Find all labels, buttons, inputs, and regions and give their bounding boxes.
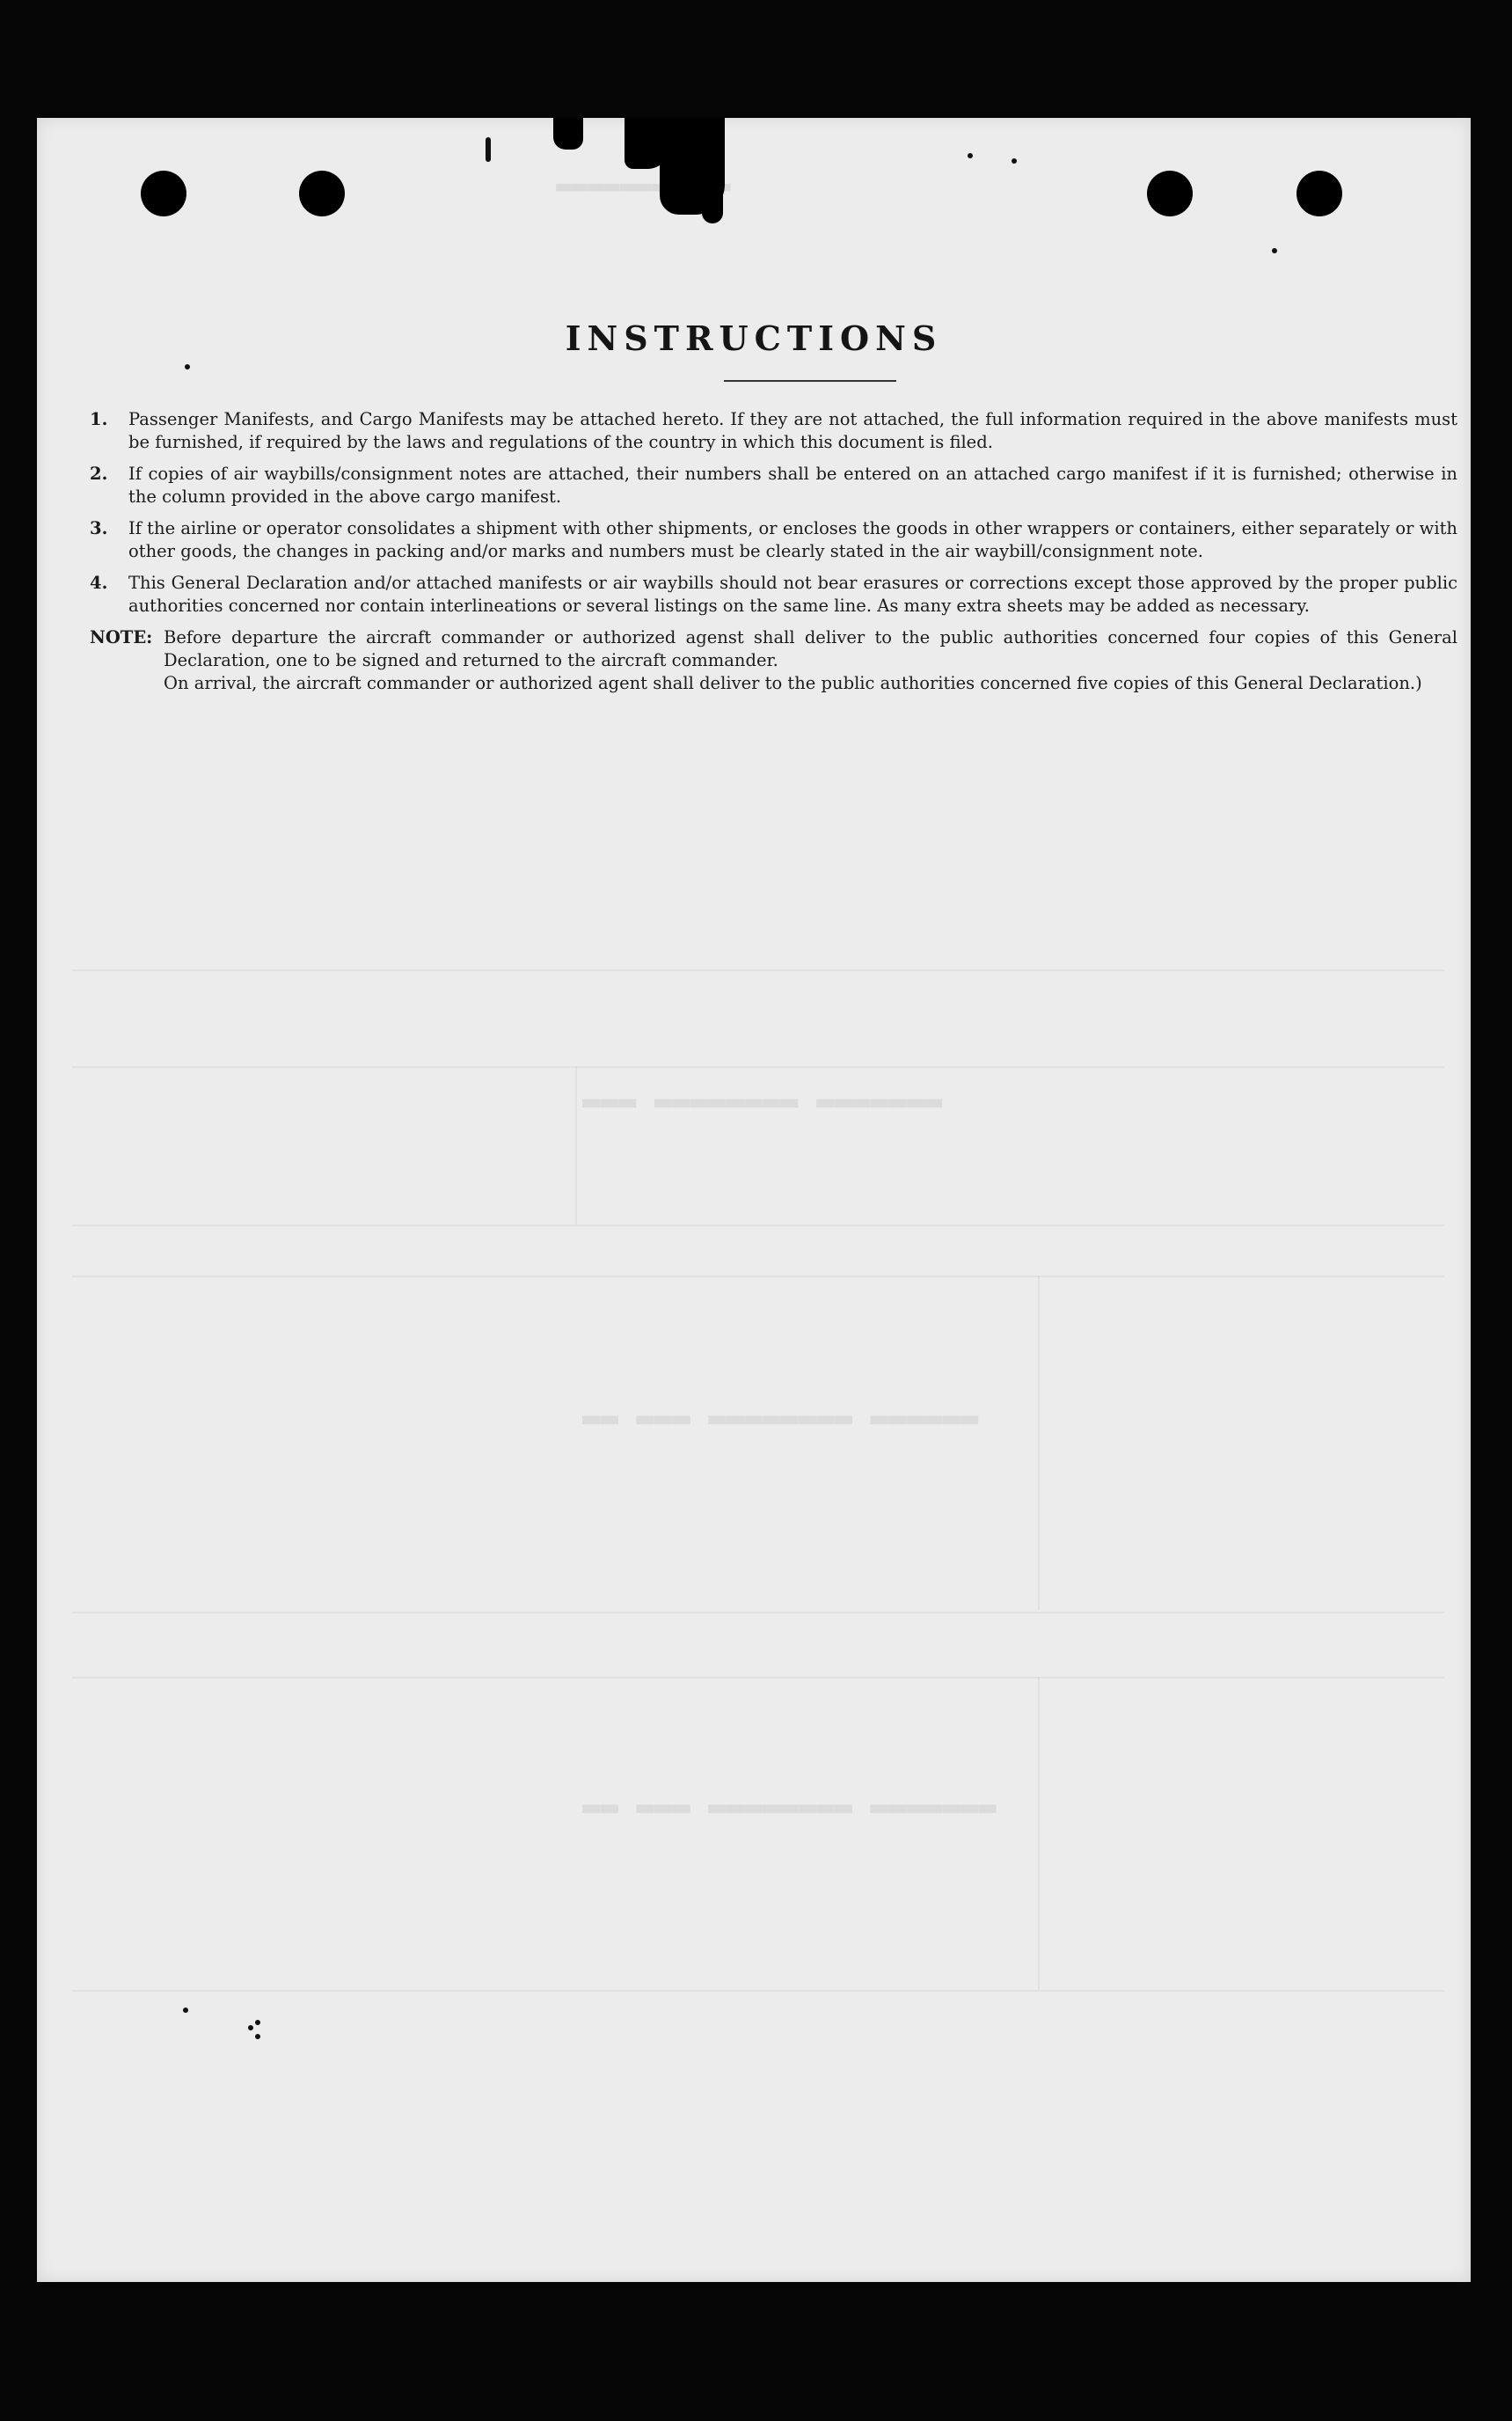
instruction-number: 3. [90, 518, 108, 538]
bleed-through-rule [72, 1066, 1444, 1068]
instruction-text: This General Declaration and/or attached manifests or air waybills should not bear erasures or corrections except those approved by the proper public authorities concerned nor contain interlineations or several listings on the same line. As many extra sheets may be added as necessary. [128, 573, 1457, 616]
instruction-text: If the airline or operator consolidates a shipment with other shipments, or encloses the goods in other wrappers or containers, either separately or with other goods, the changes in packing and/or marks and numbers must be clearly stated in the air waybill/consignment note. [128, 518, 1457, 561]
ink-speck [185, 364, 190, 369]
note-paragraph: Before departure the aircraft commander or authorized agenst shall deliver to the public authorities concerned four copies of this General Declaration, one to be signed and returned to the aircraft commander. [164, 627, 1457, 670]
instructions-list [90, 408, 1457, 695]
bleed-through-rule [1038, 1677, 1040, 1990]
punch-hole [1297, 171, 1342, 216]
instruction-text: Passenger Manifests, and Cargo Manifests may be attached hereto. If they are not attached, the full information required in the above manifests must be furnished, if required by the laws and regulations of the country in which this document is filed. [128, 409, 1457, 452]
bleed-through-rule [72, 1990, 1444, 1992]
note-body [128, 626, 1457, 695]
instruction-item [90, 572, 1457, 618]
note-label: NOTE: [90, 627, 153, 647]
title-underline [724, 380, 896, 382]
ink-speck [1012, 158, 1017, 164]
ink-speck [248, 2025, 253, 2030]
instruction-item [90, 408, 1457, 454]
page-title: INSTRUCTIONS [565, 318, 943, 358]
bleed-through-text: ▬▬ ▬▬▬ ▬▬▬▬▬▬▬▬ ▬▬▬▬▬▬▬ [582, 1789, 997, 1825]
bleed-through-text: ▬▬▬ ▬▬▬▬▬▬▬▬ ▬▬▬▬▬▬▬ [582, 1084, 943, 1119]
instruction-text: If copies of air waybills/consignment notes are attached, their numbers shall be entered on an attached cargo manifest if it is furnished; otherwise in the column provided in the above cargo manifest. [128, 464, 1457, 507]
ink-speck [255, 2034, 260, 2039]
bleed-through-rule [72, 1612, 1444, 1613]
ink-speck [968, 153, 973, 158]
bleed-through-rule [1038, 1276, 1040, 1610]
punch-hole [141, 171, 186, 216]
note-block [90, 626, 1457, 695]
torn-edge [553, 118, 583, 150]
bleed-through-rule [72, 1276, 1444, 1277]
bleed-through-rule [72, 1677, 1444, 1679]
instruction-number: 2. [90, 464, 108, 484]
bleed-through-text: ▬▬▬▬▬▬▬▬▬▬▬ [556, 171, 731, 201]
ink-speck [255, 2020, 260, 2025]
bleed-through-text: ▬▬ ▬▬▬ ▬▬▬▬▬▬▬▬ ▬▬▬▬▬▬ [582, 1401, 979, 1436]
instruction-item [90, 463, 1457, 508]
ink-speck [486, 137, 491, 162]
document-page [37, 118, 1471, 2282]
bleed-through-rule [575, 1066, 577, 1225]
bleed-through-rule [72, 1225, 1444, 1226]
ink-speck [183, 2008, 188, 2013]
bleed-through-rule [72, 969, 1444, 971]
punch-hole [299, 171, 345, 216]
instruction-number: 4. [90, 573, 108, 593]
punch-hole [1147, 171, 1193, 216]
instruction-number: 1. [90, 409, 108, 429]
note-paragraph: On arrival, the aircraft commander or authorized agent shall deliver to the public authorities concerned five copies of this General Declaration.) [164, 673, 1422, 693]
ink-speck [1272, 248, 1277, 253]
instruction-item [90, 517, 1457, 563]
